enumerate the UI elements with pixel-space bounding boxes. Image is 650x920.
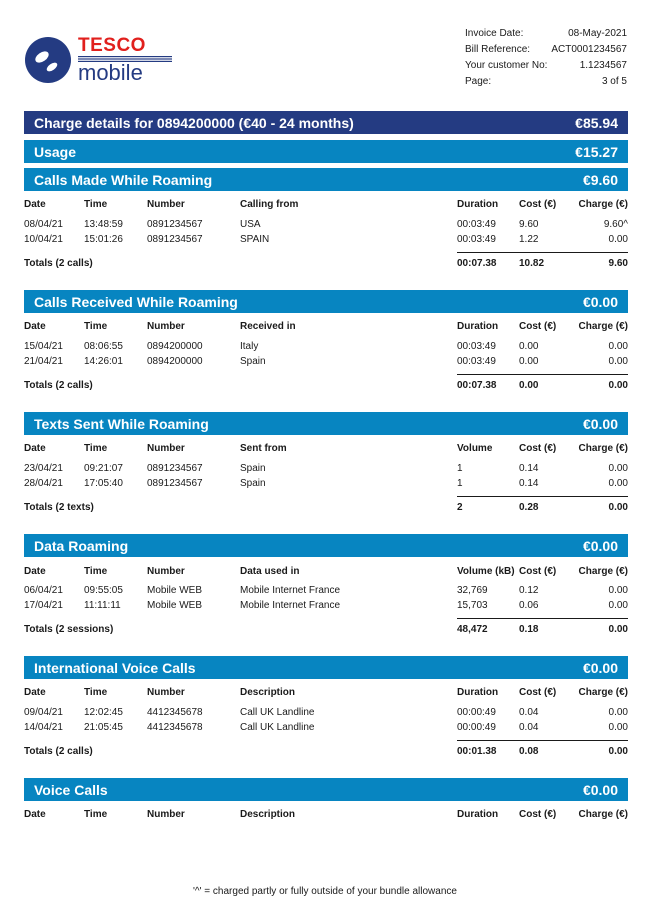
cell-charge: 0.00 xyxy=(608,600,628,611)
section-international-calls-bar xyxy=(24,656,628,679)
meta-value: 3 of 5 xyxy=(601,76,627,87)
col-description: Description xyxy=(240,809,296,820)
cell-cost: 0.04 xyxy=(519,722,539,733)
cell-date: 28/04/21 xyxy=(24,478,63,489)
cell-cost: 0.14 xyxy=(519,478,539,489)
meta-invoice-date xyxy=(465,26,627,42)
totals-label: Totals (2 calls) xyxy=(24,258,93,269)
section-calls-received-bar xyxy=(24,290,628,313)
cell-location: Spain xyxy=(240,463,266,474)
col-location: Calling from xyxy=(240,199,299,210)
charge-details-title: Charge details for 0894200000 (€40 - 24 months) xyxy=(34,114,354,131)
col-time: Time xyxy=(84,321,108,332)
brand-name: TESCO xyxy=(78,35,146,56)
cell-number: 4412345678 xyxy=(147,707,203,718)
cell-volume: 15,703 xyxy=(457,600,488,611)
totals-label: Totals (2 calls) xyxy=(24,746,93,757)
col-charge: Charge (€) xyxy=(578,687,628,698)
section-amount: €0.00 xyxy=(582,781,618,798)
cell-number: 0894200000 xyxy=(147,356,203,367)
col-cost: Cost (€) xyxy=(519,321,557,332)
cell-cost: 0.00 xyxy=(519,341,539,352)
cell-time: 08:06:55 xyxy=(84,341,123,352)
totals-charge: 9.60 xyxy=(608,258,628,269)
col-cost: Cost (€) xyxy=(519,566,557,577)
table-row xyxy=(24,462,628,476)
totals-cost: 10.82 xyxy=(519,258,545,269)
section-title: Data Roaming xyxy=(34,537,129,554)
col-cost: Cost (€) xyxy=(519,199,557,210)
cell-charge: 0.00 xyxy=(608,356,628,367)
col-cost: Cost (€) xyxy=(519,443,557,454)
table-row xyxy=(24,340,628,354)
col-duration: Duration xyxy=(457,687,499,698)
col-volume: Volume xyxy=(457,443,493,454)
col-charge: Charge (€) xyxy=(578,321,628,332)
cell-number: Mobile WEB xyxy=(147,600,203,611)
cell-location: SPAIN xyxy=(240,234,270,245)
charge-details-bar xyxy=(24,111,628,134)
section-title: Voice Calls xyxy=(34,781,108,798)
cell-time: 15:01:26 xyxy=(84,234,123,245)
cell-time: 09:55:05 xyxy=(84,585,123,596)
cell-number: 4412345678 xyxy=(147,722,203,733)
col-duration: Duration xyxy=(457,199,499,210)
col-duration: Duration xyxy=(457,809,499,820)
cell-date: 15/04/21 xyxy=(24,341,63,352)
col-cost: Cost (€) xyxy=(519,687,557,698)
totals-charge: 0.00 xyxy=(608,502,628,513)
totals-divider xyxy=(457,252,628,253)
cell-volume: 1 xyxy=(457,463,463,474)
cell-cost: 0.06 xyxy=(519,600,539,611)
table-header xyxy=(24,320,628,334)
totals-divider xyxy=(457,374,628,375)
col-number: Number xyxy=(147,443,185,454)
cell-charge: 0.00 xyxy=(608,463,628,474)
cell-location: Mobile Internet France xyxy=(240,585,341,596)
section-amount: €0.00 xyxy=(582,537,618,554)
cell-time: 09:21:07 xyxy=(84,463,123,474)
section-title: Texts Sent While Roaming xyxy=(34,415,209,432)
cell-date: 21/04/21 xyxy=(24,356,63,367)
meta-bill-reference xyxy=(465,42,627,58)
cell-time: 11:11:11 xyxy=(84,600,121,611)
cell-location: Spain xyxy=(240,478,266,489)
col-date: Date xyxy=(24,443,46,454)
cell-charge: 0.00 xyxy=(608,585,628,596)
cell-location: Mobile Internet France xyxy=(240,600,341,611)
col-location: Data used in xyxy=(240,566,300,577)
totals-cost: 0.18 xyxy=(519,624,539,635)
totals-cost: 0.08 xyxy=(519,746,539,757)
cell-duration: 00:03:49 xyxy=(457,356,496,367)
invoice-meta xyxy=(465,26,627,90)
col-duration: Duration xyxy=(457,321,499,332)
totals-label: Totals (2 texts) xyxy=(24,502,94,513)
cell-cost: 0.12 xyxy=(519,585,539,596)
totals-quantity: 48,472 xyxy=(457,624,488,635)
cell-location: Italy xyxy=(240,341,259,352)
section-title: Calls Made While Roaming xyxy=(34,171,213,188)
cell-cost: 0.14 xyxy=(519,463,539,474)
table-row xyxy=(24,721,628,735)
totals-row xyxy=(24,745,628,759)
cell-charge: 0.00 xyxy=(608,341,628,352)
col-time: Time xyxy=(84,199,108,210)
cell-charge: 0.00 xyxy=(608,707,628,718)
cell-number: 0891234567 xyxy=(147,219,203,230)
cell-time: 12:02:45 xyxy=(84,707,123,718)
col-description: Description xyxy=(240,687,296,698)
section-title: International Voice Calls xyxy=(34,659,196,676)
section-texts-sent-bar xyxy=(24,412,628,435)
section-amount: €9.60 xyxy=(582,171,618,188)
col-date: Date xyxy=(24,809,46,820)
usage-title: Usage xyxy=(34,143,77,160)
cell-volume: 1 xyxy=(457,478,463,489)
brand-sub: mobile xyxy=(78,60,143,85)
tesco-mobile-logo xyxy=(24,36,154,88)
cell-time: 13:48:59 xyxy=(84,219,123,230)
cell-number: 0894200000 xyxy=(147,341,203,352)
cell-duration: 00:03:49 xyxy=(457,219,496,230)
meta-label: Bill Reference: xyxy=(465,44,531,55)
cell-time: 14:26:01 xyxy=(84,356,123,367)
table-row xyxy=(24,218,628,232)
usage-bar xyxy=(24,140,628,163)
tesco-mobile-logo-icon xyxy=(24,36,72,84)
cell-location: USA xyxy=(240,219,261,230)
cell-date: 17/04/21 xyxy=(24,600,63,611)
cell-charge: 0.00 xyxy=(608,478,628,489)
section-amount: €0.00 xyxy=(582,415,618,432)
col-date: Date xyxy=(24,687,46,698)
meta-customer-no xyxy=(465,58,627,74)
cell-charge: 9.60^ xyxy=(603,219,628,230)
table-header xyxy=(24,808,628,822)
cell-number: 0891234567 xyxy=(147,478,203,489)
cell-date: 09/04/21 xyxy=(24,707,63,718)
cell-volume: 32,769 xyxy=(457,585,488,596)
totals-label: Totals (2 calls) xyxy=(24,380,93,391)
cell-location: Spain xyxy=(240,356,266,367)
col-date: Date xyxy=(24,321,46,332)
usage-amount: €15.27 xyxy=(575,143,618,160)
section-amount: €0.00 xyxy=(582,659,618,676)
totals-divider xyxy=(457,618,628,619)
cell-description: Call UK Landline xyxy=(240,707,315,718)
col-time: Time xyxy=(84,809,108,820)
cell-date: 06/04/21 xyxy=(24,585,63,596)
col-number: Number xyxy=(147,199,185,210)
col-charge: Charge (€) xyxy=(578,566,628,577)
col-cost: Cost (€) xyxy=(519,809,557,820)
meta-page xyxy=(465,74,627,90)
cell-number: Mobile WEB xyxy=(147,585,203,596)
cell-cost: 0.04 xyxy=(519,707,539,718)
cell-duration: 00:00:49 xyxy=(457,707,496,718)
section-amount: €0.00 xyxy=(582,293,618,310)
totals-divider xyxy=(457,740,628,741)
col-time: Time xyxy=(84,687,108,698)
col-time: Time xyxy=(84,566,108,577)
meta-label: Your customer No: xyxy=(465,60,548,71)
cell-number: 0891234567 xyxy=(147,463,203,474)
col-charge: Charge (€) xyxy=(578,443,628,454)
col-date: Date xyxy=(24,199,46,210)
table-row xyxy=(24,599,628,613)
cell-duration: 00:03:49 xyxy=(457,234,496,245)
col-number: Number xyxy=(147,321,185,332)
table-row xyxy=(24,706,628,720)
cell-time: 21:05:45 xyxy=(84,722,123,733)
totals-quantity: 00:07.38 xyxy=(457,380,497,391)
section-title: Calls Received While Roaming xyxy=(34,293,238,310)
cell-description: Call UK Landline xyxy=(240,722,315,733)
totals-charge: 0.00 xyxy=(608,380,628,391)
section-data-roaming-bar xyxy=(24,534,628,557)
cell-date: 10/04/21 xyxy=(24,234,63,245)
table-header xyxy=(24,686,628,700)
section-voice-calls-bar xyxy=(24,778,628,801)
totals-quantity: 00:01.38 xyxy=(457,746,497,757)
section-calls-made-bar xyxy=(24,168,628,191)
table-row xyxy=(24,584,628,598)
table-header xyxy=(24,442,628,456)
table-row xyxy=(24,233,628,247)
cell-charge: 0.00 xyxy=(608,722,628,733)
cell-time: 17:05:40 xyxy=(84,478,123,489)
cell-cost: 9.60 xyxy=(519,219,539,230)
col-time: Time xyxy=(84,443,108,454)
meta-value: 08-May-2021 xyxy=(568,28,627,39)
meta-label: Invoice Date: xyxy=(465,28,524,39)
totals-cost: 0.00 xyxy=(519,380,539,391)
totals-label: Totals (2 sessions) xyxy=(24,624,114,635)
bundle-footnote: '^' = charged partly or fully outside of your bundle allowance xyxy=(193,886,457,897)
col-charge: Charge (€) xyxy=(578,809,628,820)
cell-cost: 0.00 xyxy=(519,356,539,367)
cell-duration: 00:03:49 xyxy=(457,341,496,352)
col-number: Number xyxy=(147,687,185,698)
table-header xyxy=(24,565,628,579)
meta-value: 1.1234567 xyxy=(579,60,627,71)
meta-label: Page: xyxy=(465,76,492,87)
totals-quantity: 00:07.38 xyxy=(457,258,497,269)
cell-duration: 00:00:49 xyxy=(457,722,496,733)
cell-cost: 1.22 xyxy=(519,234,539,245)
cell-date: 14/04/21 xyxy=(24,722,63,733)
totals-quantity: 2 xyxy=(457,502,463,513)
cell-charge: 0.00 xyxy=(608,234,628,245)
table-row xyxy=(24,355,628,369)
meta-value: ACT0001234567 xyxy=(551,44,627,55)
totals-charge: 0.00 xyxy=(608,746,628,757)
col-volume: Volume (kB) xyxy=(457,566,515,577)
table-row xyxy=(24,477,628,491)
cell-date: 08/04/21 xyxy=(24,219,63,230)
cell-number: 0891234567 xyxy=(147,234,203,245)
col-charge: Charge (€) xyxy=(578,199,628,210)
col-location: Sent from xyxy=(240,443,287,454)
totals-charge: 0.00 xyxy=(608,624,628,635)
col-number: Number xyxy=(147,566,185,577)
charge-details-amount: €85.94 xyxy=(575,114,618,131)
col-number: Number xyxy=(147,809,185,820)
totals-row xyxy=(24,379,628,393)
totals-row xyxy=(24,623,628,637)
totals-row xyxy=(24,501,628,515)
cell-date: 23/04/21 xyxy=(24,463,63,474)
totals-row xyxy=(24,257,628,271)
col-date: Date xyxy=(24,566,46,577)
totals-cost: 0.28 xyxy=(519,502,539,513)
totals-divider xyxy=(457,496,628,497)
table-header xyxy=(24,198,628,212)
col-location: Received in xyxy=(240,321,296,332)
